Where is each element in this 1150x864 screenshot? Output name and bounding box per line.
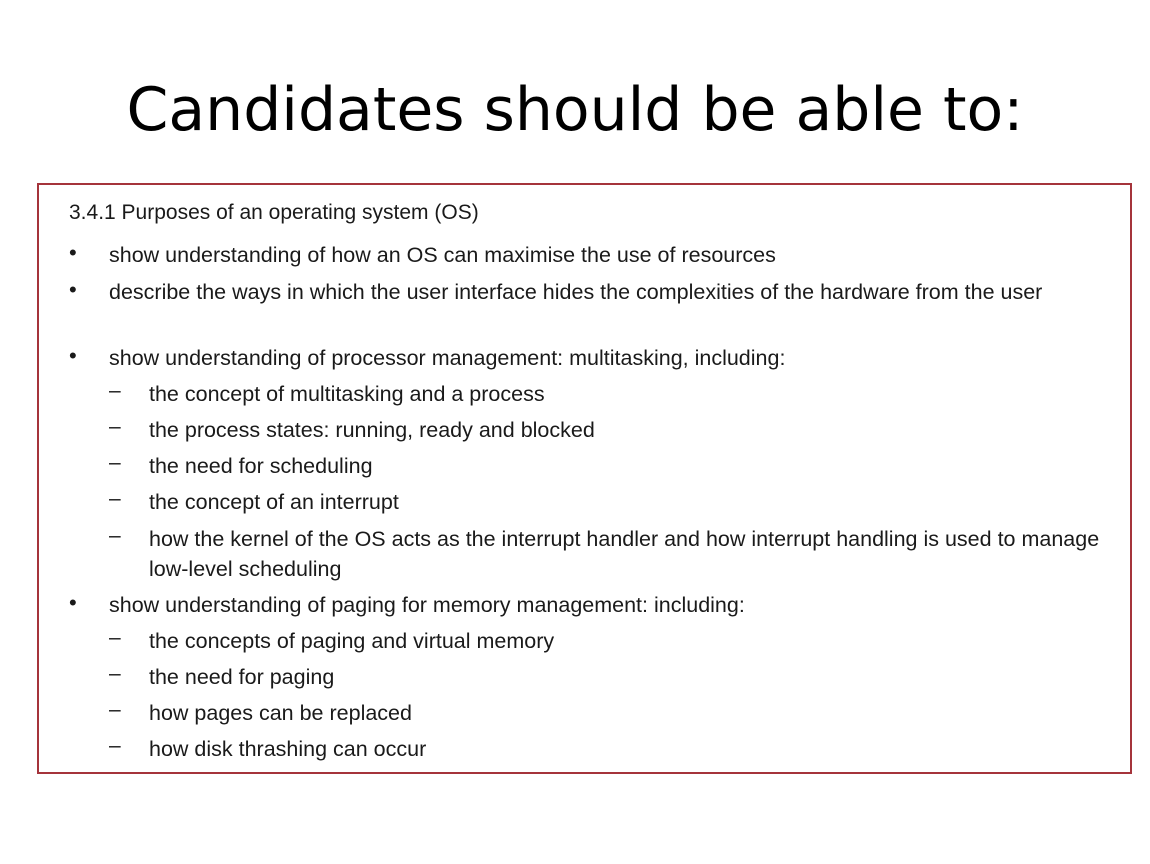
section-heading: 3.4.1 Purposes of an operating system (OS) [69,201,479,224]
bullet-marker: • [69,590,77,615]
sub-item-disk-thrashing: how disk thrashing can occur [149,737,427,761]
sub-item-kernel-interrupt-handler: how the kernel of the OS acts as the interrupt handler and how interrupt handling is used to manage low-level scheduling [149,527,1100,581]
sub-item-multitasking: the concept of multitasking and a process [149,382,545,406]
dash-marker: – [109,662,121,685]
dash-marker: – [109,487,121,510]
dash-marker: – [109,524,121,547]
dash-marker: – [109,734,121,757]
sub-item-process-states: the process states: running, ready and blocked [149,418,595,442]
sub-item-page-replacement: how pages can be replaced [149,701,412,725]
bullet-item-user-interface: describe the ways in which the user interface hides the complexities of the hardware from the user [109,280,1043,304]
bullet-item-paging: show understanding of paging for memory management: including: [109,593,745,617]
bullet-item-resources: show understanding of how an OS can maximise the use of resources [109,243,776,267]
bullet-marker: • [69,277,77,302]
bullet-marker: • [69,343,77,368]
sub-item-need-for-paging: the need for paging [149,665,335,689]
dash-marker: – [109,415,121,438]
dash-marker: – [109,451,121,474]
dash-marker: – [109,698,121,721]
sub-item-interrupt: the concept of an interrupt [149,490,399,514]
bullet-item-processor-management: show understanding of processor management: multitasking, including: [109,346,786,370]
bullet-marker: • [69,240,77,265]
syllabus-box [37,183,1132,774]
slide-title: Candidates should be able to: [126,75,1024,145]
sub-item-scheduling: the need for scheduling [149,454,373,478]
dash-marker: – [109,626,121,649]
dash-marker: – [109,379,121,402]
sub-item-virtual-memory: the concepts of paging and virtual memory [149,629,555,653]
